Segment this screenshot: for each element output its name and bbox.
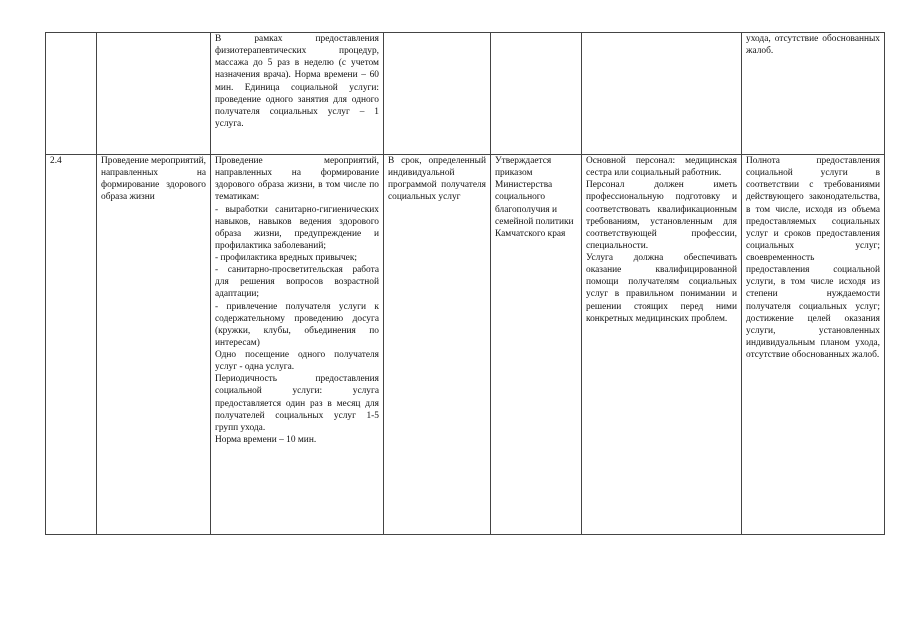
services-table <box>45 32 885 535</box>
service-description-cell: В рамках предоставления физиотерапевтических процедур, массажа до 5 раз в неделю (с учетом назначения врача). Норма времени – 60 мин. Единица социальной услуги: проведение одного занятия для одного получателя социальных услуг – 1 услуга. <box>211 33 384 155</box>
description-paragraph: Проведение мероприятий, направленных на формирование здорового образа жизни, в том числе по тематикам: <box>215 156 379 203</box>
service-conditions-cell <box>582 155 742 535</box>
description-paragraph: Норма времени – 10 мин. <box>215 434 317 445</box>
service-name-cell <box>97 33 211 155</box>
service-term-cell <box>384 33 491 155</box>
service-tariff-cell <box>491 33 582 155</box>
service-description-cell <box>211 155 384 535</box>
description-paragraph: Периодичность предоставления социальной услуги: услуга предоставляется один раз в месяц для получателей социальных услуг 1-5 групп ухода. <box>215 374 379 433</box>
service-tariff-cell: Утверждается приказом Министерства социального благополучия и семейной политики Камчатского края <box>491 155 582 535</box>
description-paragraph: - санитарно-просветительская работа для решения вопросов возрастной адаптации; <box>215 265 379 300</box>
table-row <box>46 155 885 535</box>
row-number-cell: 2.4 <box>46 155 97 535</box>
service-conditions-cell <box>582 33 742 155</box>
conditions-paragraph: Услуга должна обеспечивать оказание квалифицированной помощи получателям социальных услуг в правильном понимании и решении стоящих перед ними конкретных медицинских проблем. <box>586 253 737 324</box>
service-name-cell: Проведение мероприятий, направленных на формирование здорового образа жизни <box>97 155 211 535</box>
description-paragraph: - профилактика вредных привычек; <box>215 253 358 263</box>
service-term-cell: В срок, определенный индивидуальной программой получателя социальных услуг <box>384 155 491 535</box>
service-indicators-cell: Полнота предоставления социальной услуги в соответствии с требованиями действующего законодательства, в том числе, исходя из объема предоставляемых социальных услуг и сроков предоставления социальных услуг; своевременность предоставления социальной услуги, в том числе исходя из степени нуждаемости получателя социальных услуг; достижение целей оказания услуги, установленных индивидуальным планом ухода, отсутствие обоснованных жалоб. <box>742 155 885 535</box>
conditions-paragraph: Персонал должен иметь профессиональную подготовку и соответствовать квалификационным требованиям, установленным для соответствующей профессии, специальности. <box>586 180 737 251</box>
description-paragraph: Одно посещение одного получателя услуг - одна услуга. <box>215 350 379 373</box>
description-paragraph: - привлечение получателя услуги к содержательному проведению досуга (кружки, клубы, объединения по интересам) <box>215 301 379 348</box>
description-paragraph: - выработки санитарно-гигиенических навыков, навыков ведения здорового образа жизни, предупреждение и профилактика заболеваний; <box>215 204 379 251</box>
row-number-cell <box>46 33 97 155</box>
conditions-paragraph: Основной персонал: медицинская сестра или социальный работник. <box>586 156 737 179</box>
service-indicators-cell: ухода, отсутствие обоснованных жалоб. <box>742 33 885 155</box>
table-row <box>46 33 885 155</box>
